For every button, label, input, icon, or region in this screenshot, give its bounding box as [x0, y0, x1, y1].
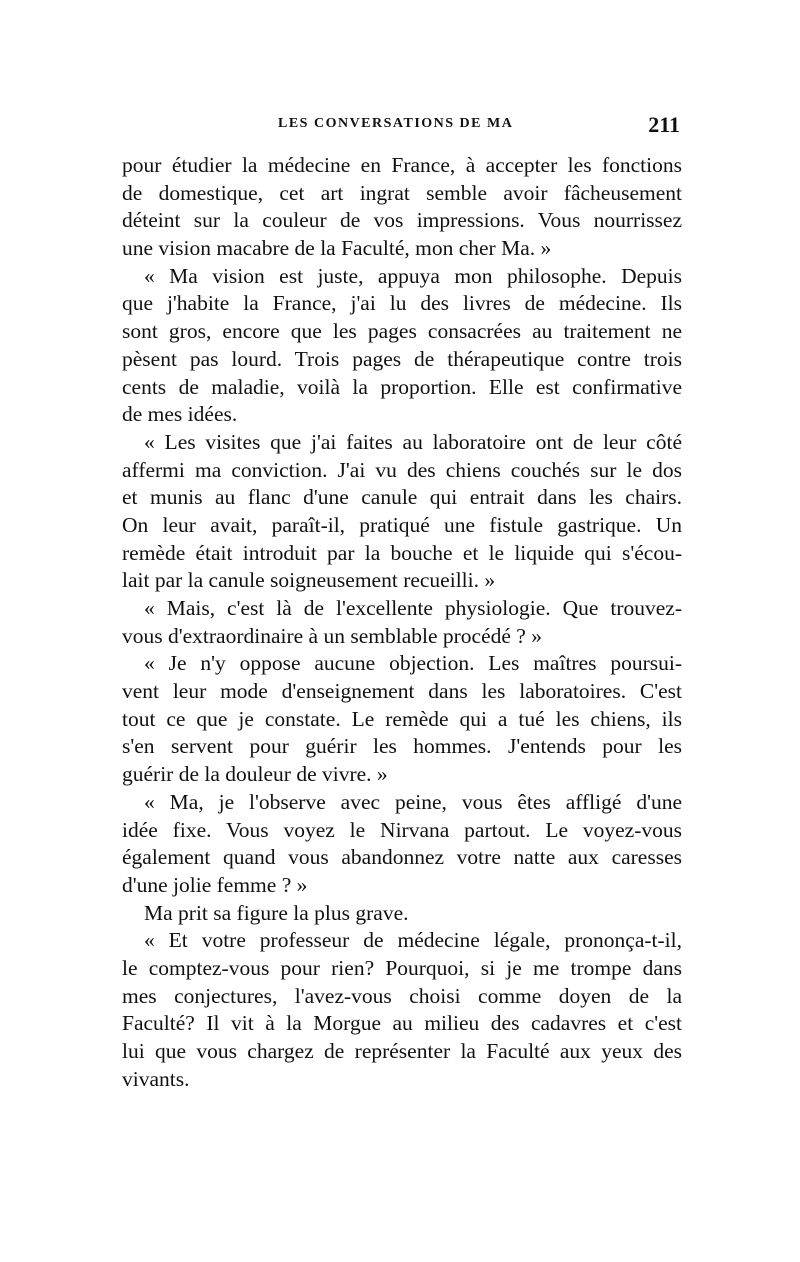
text-line: « Je n'y oppose aucune objection. Les maîtres poursui- [144, 651, 682, 676]
text-line: affermi ma conviction. J'ai vu des chiens couchés sur le dos [122, 457, 682, 482]
paragraph [122, 927, 682, 1093]
text-line: « Et votre professeur de médecine légale, prononça-t-il, [144, 928, 682, 953]
text-line: de mes idées. [122, 402, 238, 427]
text-line: « Ma, je l'observe avec peine, vous êtes affligé d'une [144, 789, 682, 814]
text-line: d'une jolie femme ? » [122, 872, 308, 897]
text-line: vous d'extraordinaire à un semblable procédé ? » [122, 623, 542, 648]
text-line: remède était introduit par la bouche et le liquide qui s'écou- [122, 540, 682, 565]
text-line: vent leur mode d'enseignement dans les laboratoires. C'est [122, 679, 682, 704]
text-line: guérir de la douleur de vivre. » [122, 762, 388, 787]
text-line: lui que vous chargez de représenter la Faculté aux yeux des [122, 1039, 682, 1063]
text-line: déteint sur la couleur de vos impressions. Vous nourrissez [122, 208, 682, 233]
text-line: sont gros, encore que les pages consacrées au traitement ne [122, 319, 682, 344]
text-line: lait par la canule soigneusement recueilli. » [122, 568, 496, 593]
running-head [122, 112, 682, 146]
book-page [122, 112, 682, 1093]
text-line: Ma prit sa figure la plus grave. [144, 900, 409, 925]
body-text [122, 152, 682, 1093]
text-line: tout ce que je constate. Le remède qui a tué les chiens, ils [122, 706, 682, 731]
text-line: le comptez-vous pour rien? Pourquoi, si je me trompe dans [122, 955, 682, 980]
paragraph [122, 789, 682, 900]
text-line: également quand vous abandonnez votre natte aux caresses [122, 845, 682, 870]
text-line: On leur avait, paraît-il, pratiqué une fistule gastrique. Un [122, 512, 682, 537]
text-line: mes conjectures, l'avez-vous choisi comme doyen de la [122, 983, 682, 1008]
text-line: idée fixe. Vous voyez le Nirvana partout. Le voyez-vous [122, 817, 682, 842]
text-line: « Mais, c'est là de l'excellente physiologie. Que trouvez- [144, 596, 682, 620]
text-line: et munis au flanc d'une canule qui entrait dans les chairs. [122, 485, 682, 510]
text-line: s'en servent pour guérir les hommes. J'entends pour les [122, 734, 682, 759]
text-line: de domestique, cet art ingrat semble avoir fâcheusement [122, 180, 682, 205]
text-line: pèsent pas lourd. Trois pages de thérapeutique contre trois [122, 346, 682, 371]
paragraph [122, 263, 682, 429]
text-line: vivants. [122, 1066, 190, 1091]
paragraph [122, 650, 682, 788]
paragraph [122, 429, 682, 595]
text-line: Faculté? Il vit à la Morgue au milieu des cadavres et c'est [122, 1011, 682, 1036]
text-line: une vision macabre de la Faculté, mon cher Ma. » [122, 236, 552, 261]
page-number: 211 [648, 112, 680, 137]
running-title: LES CONVERSATIONS DE MA [278, 116, 514, 131]
text-line: cents de maladie, voilà la proportion. Elle est confirmative [122, 374, 682, 399]
text-line: « Ma vision est juste, appuya mon philosophe. Depuis [144, 263, 682, 288]
paragraph [122, 900, 682, 928]
text-line: pour étudier la médecine en France, à accepter les fonctions [122, 153, 682, 177]
paragraph [122, 152, 682, 263]
text-line: que j'habite la France, j'ai lu des livres de médecine. Ils [122, 291, 682, 316]
text-line: « Les visites que j'ai faites au laboratoire ont de leur côté [144, 429, 682, 454]
paragraph [122, 595, 682, 650]
